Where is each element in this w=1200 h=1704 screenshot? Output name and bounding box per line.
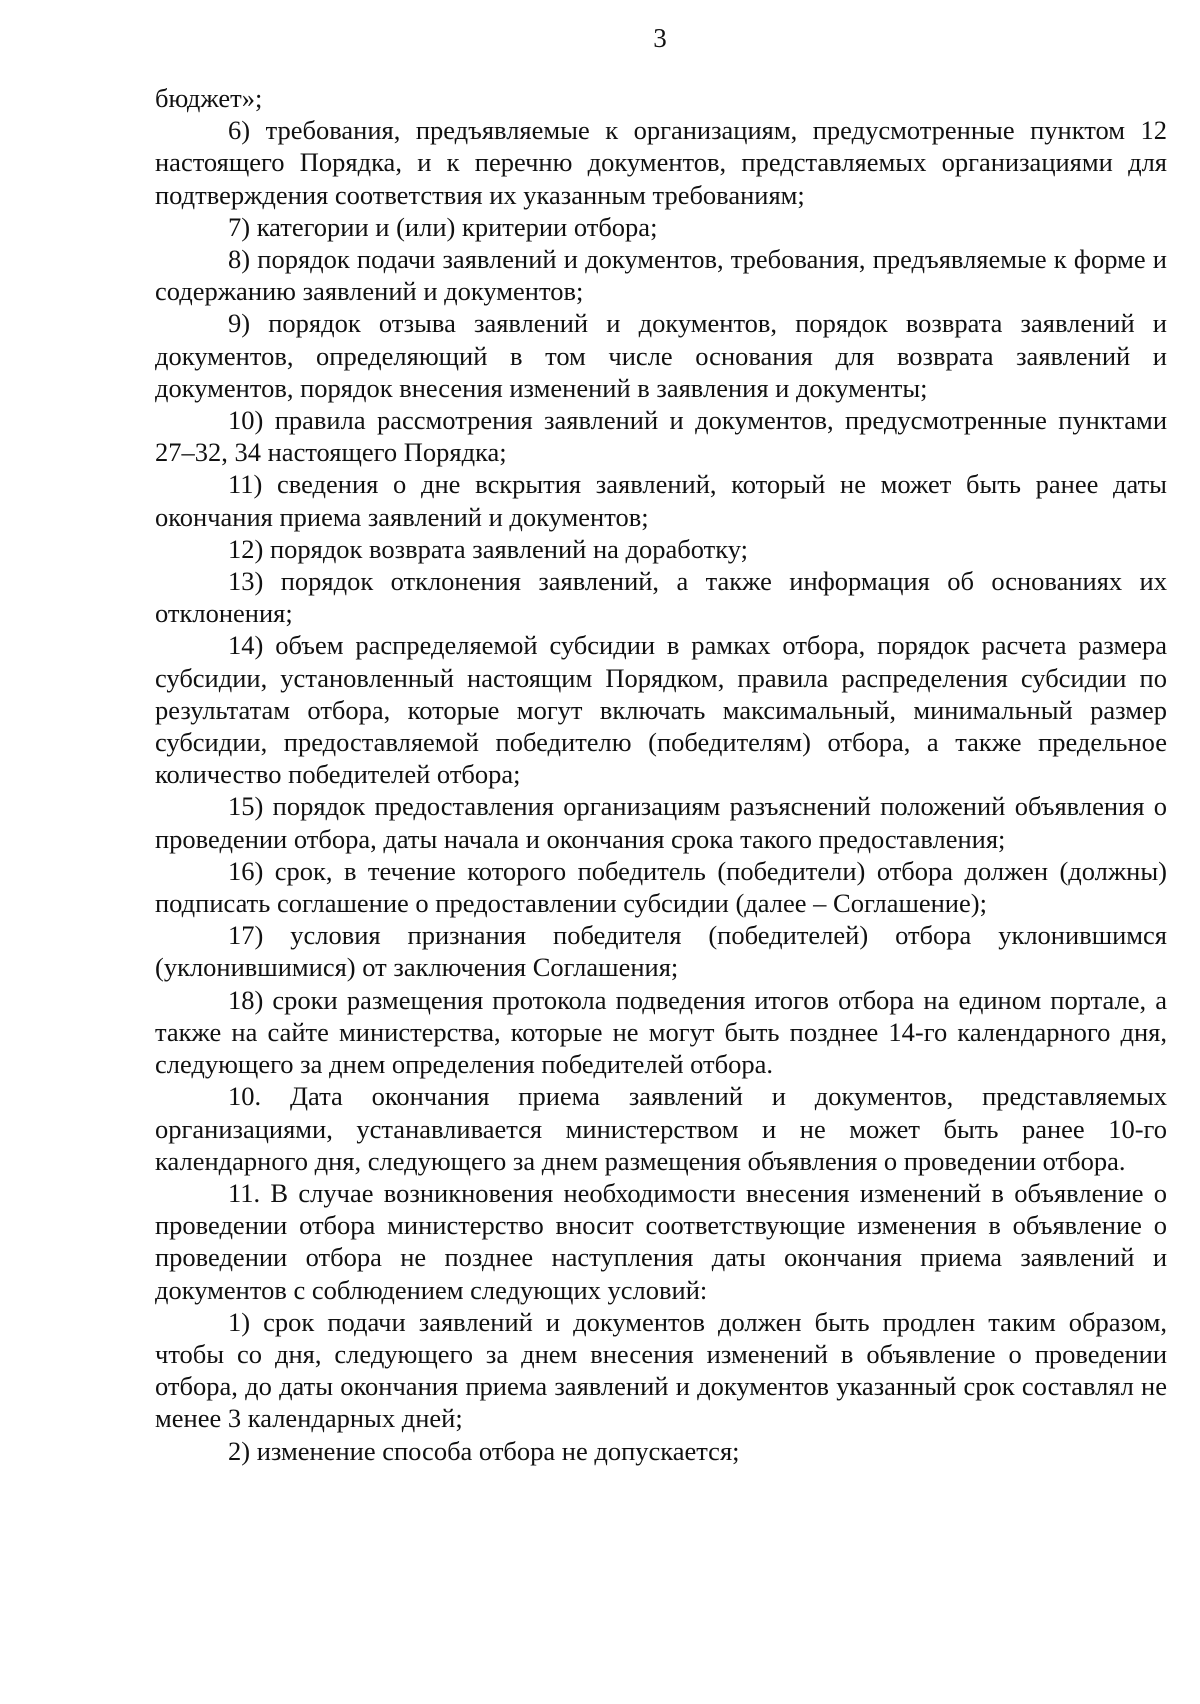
- paragraph: 6) требования, предъявляемые к организациям, предусмотренные пунктом 12 настоящего Порядка, и к перечню документов, представляемых организациями для подтверждения соответствия их указанным требованиям;: [155, 115, 1167, 210]
- paragraph: 13) порядок отклонения заявлений, а также информация об основаниях их отклонения;: [155, 566, 1167, 629]
- page-number: 3: [653, 23, 667, 53]
- paragraph: 9) порядок отзыва заявлений и документов, порядок возврата заявлений и документов, определяющий в том числе основания для возврата заявлений и документов, порядок внесения изменений в заявления и документы;: [155, 308, 1167, 403]
- paragraph: 10) правила рассмотрения заявлений и документов, предусмотренные пунктами 27–32, 34 настоящего Порядка;: [155, 405, 1167, 468]
- paragraph: 1) срок подачи заявлений и документов должен быть продлен таким образом, чтобы со дня, следующего за днем внесения изменений в объявление о проведении отбора, до даты окончания приема заявлений и документов указанный срок составлял не менее 3 календарных дней;: [155, 1306, 1167, 1434]
- paragraph: 14) объем распределяемой субсидии в рамках отбора, порядок расчета размера субсидии, установленный настоящим Порядком, правила распределения субсидии по результатам отбора, которые могут включать максимальный, минимальный размер субсидии, предоставляемой победителю (победителям) отбора, а также предельное количество победителей отбора;: [155, 630, 1167, 790]
- paragraph: 11. В случае возникновения необходимости внесения изменений в объявление о проведении отбора министерство вносит соответствующие изменения в объявление о проведении отбора не позднее наступления даты окончания приема заявлений и документов с соблюдением следующих условий:: [155, 1177, 1167, 1305]
- paragraph: 10. Дата окончания приема заявлений и документов, представляемых организациями, устанавливается министерством и не может быть ранее 10-го календарного дня, следующего за днем размещения объявления о проведении отбора.: [155, 1081, 1167, 1176]
- document-body: [155, 82, 1167, 1467]
- paragraph: 17) условия признания победителя (победителей) отбора уклонившимся (уклонившимися) от заключения Соглашения;: [155, 920, 1167, 983]
- paragraph: 18) сроки размещения протокола подведения итогов отбора на едином портале, а также на сайте министерства, которые не могут быть позднее 14-го календарного дня, следующего за днем определения победителей отбора.: [155, 984, 1167, 1080]
- paragraph: 11) сведения о дне вскрытия заявлений, который не может быть ранее даты окончания приема заявлений и документов;: [155, 469, 1167, 532]
- paragraph: 8) порядок подачи заявлений и документов, требования, предъявляемые к форме и содержанию заявлений и документов;: [155, 244, 1167, 307]
- paragraph: 12) порядок возврата заявлений на доработку;: [228, 533, 749, 564]
- paragraph: 2) изменение способа отбора не допускается;: [228, 1435, 740, 1466]
- paragraph: 16) срок, в течение которого победитель (победители) отбора должен (должны) подписать соглашение о предоставлении субсидии (далее – Соглашение);: [155, 855, 1167, 919]
- paragraph: 15) порядок предоставления организациям разъяснений положений объявления о проведении отбора, даты начала и окончания срока такого предоставления;: [155, 791, 1167, 854]
- paragraph: 7) категории и (или) критерии отбора;: [228, 211, 658, 242]
- paragraph: бюджет»;: [155, 83, 263, 113]
